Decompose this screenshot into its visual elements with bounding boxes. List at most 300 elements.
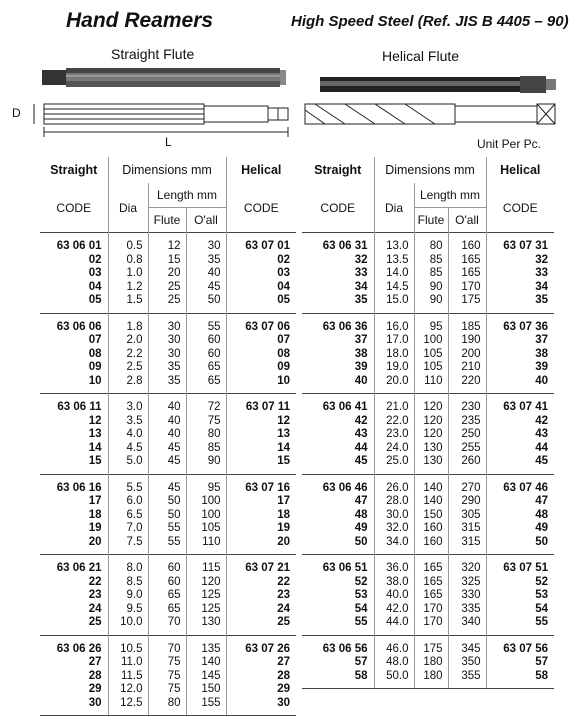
helical-code-cell (226, 394, 296, 475)
flute-cell (148, 555, 186, 636)
list-item: 20 (88, 535, 102, 548)
list-item: 5.5 (126, 481, 143, 494)
list-item: 49 (535, 522, 548, 534)
helical-code-cell (226, 474, 296, 555)
list-item: 28.0 (386, 495, 409, 507)
list-item: 3.5 (126, 414, 143, 427)
list-item: 250 (461, 428, 481, 440)
helical-code-cell (226, 313, 296, 394)
list-item: 1.2 (126, 280, 143, 293)
list-item: 85 (429, 253, 443, 266)
list-item: 90 (429, 280, 443, 293)
list-item: 105 (423, 361, 443, 373)
page-subtitle: High Speed Steel (Ref. JIS B 4405 – 90) (291, 13, 569, 30)
col-code-helical: CODE (502, 200, 538, 215)
list-item: 32 (354, 253, 368, 266)
straight-flute-label: Straight Flute (111, 46, 195, 62)
table-row-group (302, 474, 554, 555)
col-overall: O'all (448, 208, 486, 233)
helical-code-cell (486, 474, 554, 555)
list-item: 155 (201, 696, 221, 709)
list-item: 05 (277, 294, 290, 306)
list-item: 210 (461, 361, 481, 373)
list-item: 37 (354, 334, 368, 346)
list-item: 32 (535, 253, 548, 266)
list-item: 75 (167, 656, 181, 668)
list-item: 44.0 (386, 616, 409, 628)
list-item: 24 (88, 602, 102, 615)
list-item: 255 (461, 441, 481, 454)
helical-code-cell (486, 635, 554, 689)
list-item: 50 (207, 294, 221, 306)
list-item: 14.0 (386, 267, 409, 279)
list-item: 55 (535, 616, 548, 628)
list-item: 140 (201, 656, 221, 668)
col-length: Length mm (148, 183, 226, 208)
straight-reamer-drawing (34, 104, 288, 137)
list-item: 42 (354, 414, 368, 427)
list-item: 29 (277, 683, 290, 695)
list-item: 52 (354, 575, 368, 588)
list-item: 100 (201, 508, 221, 521)
col-code-straight: CODE (40, 183, 108, 233)
list-item: 175 (461, 294, 481, 306)
helical-reamer-photo (320, 76, 556, 93)
flute-cell (414, 394, 448, 475)
list-item: 45 (167, 455, 181, 467)
flute-cell (148, 313, 186, 394)
list-item: 13.5 (386, 253, 409, 266)
list-item: 90 (429, 294, 443, 306)
list-item: 120 (423, 414, 443, 427)
helical-code-cell (226, 233, 296, 314)
list-item: 42 (535, 414, 548, 427)
straight-code-cell (302, 233, 374, 314)
list-item: 50 (354, 535, 368, 548)
col-straight: Straight (302, 157, 374, 183)
flute-cell (148, 394, 186, 475)
list-item: 16.0 (386, 320, 409, 333)
list-item: 40 (167, 401, 181, 413)
straight-code-cell (40, 474, 108, 555)
list-item: 95 (429, 320, 443, 333)
list-item: 330 (461, 589, 481, 601)
reamer-table-left (40, 157, 296, 716)
page-title: Hand Reamers (66, 9, 214, 32)
straight-code-cell (40, 313, 108, 394)
list-item: 20.0 (386, 374, 409, 387)
list-item: 230 (461, 401, 481, 413)
list-item: 305 (461, 508, 481, 521)
list-item: 63 06 11 (57, 401, 102, 413)
list-item: 105 (201, 522, 221, 534)
list-item: 6.0 (126, 495, 143, 507)
list-item: 13.0 (386, 240, 409, 252)
list-item: 14.5 (386, 280, 409, 293)
list-item: 65 (207, 374, 221, 387)
list-item: 30 (207, 240, 221, 252)
list-item: 45 (167, 481, 181, 494)
list-item: 110 (424, 374, 443, 387)
list-item: 160 (423, 522, 443, 534)
dia-cell (374, 394, 414, 475)
list-item: 19.0 (386, 361, 409, 373)
list-item: 1.8 (126, 320, 143, 333)
list-item: 1.0 (126, 267, 143, 279)
table-row-group (40, 394, 296, 475)
flute-cell (414, 635, 448, 689)
list-item: 38.0 (386, 575, 409, 588)
dimension-l-label: L (165, 135, 172, 149)
list-item: 8.5 (126, 575, 143, 588)
list-item: 335 (461, 602, 481, 615)
flute-cell (148, 635, 186, 716)
list-item: 260 (461, 455, 481, 467)
list-item: 165 (423, 562, 443, 574)
list-item: 25 (167, 280, 181, 293)
list-item: 235 (461, 414, 481, 427)
list-item: 52 (535, 575, 548, 588)
col-code-helical: CODE (243, 200, 279, 215)
list-item: 46.0 (386, 642, 409, 655)
list-item: 19 (88, 522, 102, 534)
list-item: 9.0 (126, 589, 143, 601)
list-item: 140 (423, 495, 443, 507)
col-dimensions: Dimensions mm (374, 157, 486, 183)
list-item: 45 (535, 455, 548, 467)
list-item: 10.0 (120, 616, 143, 628)
list-item: 30 (277, 696, 290, 709)
list-item: 70 (167, 616, 181, 628)
list-item: 7.5 (126, 535, 143, 548)
dia-cell (374, 233, 414, 314)
col-helical: Helical (500, 163, 541, 177)
overall-cell (186, 313, 226, 394)
list-item: 02 (277, 253, 290, 266)
dia-cell (374, 313, 414, 394)
list-item: 63 07 56 (503, 642, 548, 655)
list-item: 4.0 (126, 428, 143, 440)
dimension-d-label: D (12, 106, 21, 120)
list-item: 2.8 (126, 374, 143, 387)
table-row-group (40, 555, 296, 636)
list-item: 63 06 26 (56, 642, 102, 655)
list-item: 6.5 (126, 508, 143, 521)
list-item: 85 (429, 267, 443, 279)
list-item: 53 (535, 589, 548, 601)
list-item: 17 (277, 495, 290, 507)
list-item: 54 (354, 602, 368, 615)
table-row-group (40, 635, 296, 716)
helical-code-cell (486, 555, 554, 636)
list-item: 63 07 26 (245, 642, 290, 655)
overall-cell (448, 233, 486, 314)
list-item: 170 (423, 602, 443, 615)
list-item: 80 (429, 240, 443, 252)
list-item: 1.5 (126, 294, 143, 306)
list-item: 35 (207, 253, 221, 266)
list-item: 29 (88, 683, 102, 695)
list-item: 12.0 (120, 683, 143, 695)
list-item: 12.5 (120, 696, 143, 709)
list-item: 80 (167, 696, 181, 709)
list-item: 14 (88, 441, 102, 454)
list-item: 30 (167, 347, 181, 360)
list-item: 63 06 01 (56, 240, 102, 252)
col-straight: Straight (40, 157, 108, 183)
list-item: 4.5 (126, 441, 143, 454)
flute-cell (414, 555, 448, 636)
list-item: 165 (461, 253, 481, 266)
list-item: 140 (423, 481, 443, 494)
list-item: 45 (167, 441, 181, 454)
list-item: 95 (207, 481, 221, 494)
table-row-group (40, 474, 296, 555)
list-item: 09 (88, 361, 102, 373)
overall-cell (448, 313, 486, 394)
list-item: 0.5 (126, 240, 143, 252)
list-item: 63 06 46 (322, 481, 368, 494)
list-item: 33 (535, 267, 548, 279)
col-dia: Dia (108, 183, 148, 233)
list-item: 63 06 36 (322, 320, 368, 333)
table-row-group (302, 394, 554, 475)
flute-cell (414, 233, 448, 314)
list-item: 75 (167, 669, 181, 682)
list-item: 35 (535, 294, 548, 306)
list-item: 150 (201, 683, 221, 695)
list-item: 63 07 51 (503, 562, 548, 574)
list-item: 120 (423, 401, 443, 413)
list-item: 2.2 (126, 347, 143, 360)
list-item: 60 (167, 562, 181, 574)
list-item: 27 (88, 656, 102, 668)
dia-cell (108, 635, 148, 716)
list-item: 130 (423, 455, 443, 467)
helical-code-cell (486, 394, 554, 475)
list-item: 180 (423, 656, 443, 668)
col-flute: Flute (414, 208, 448, 233)
list-item: 08 (88, 347, 102, 360)
list-item: 11.0 (120, 656, 143, 668)
list-item: 120 (423, 428, 443, 440)
list-item: 04 (277, 280, 290, 293)
list-item: 03 (277, 267, 290, 279)
list-item: 0.8 (126, 253, 143, 266)
list-item: 5.0 (126, 455, 143, 467)
col-length: Length mm (414, 183, 486, 208)
list-item: 21.0 (386, 401, 409, 413)
list-item: 63 07 31 (503, 240, 548, 252)
overall-cell (448, 635, 486, 689)
list-item: 100 (201, 495, 221, 507)
list-item: 18 (88, 508, 102, 521)
list-item: 350 (461, 656, 481, 668)
list-item: 28 (88, 669, 102, 682)
list-item: 09 (277, 361, 290, 373)
list-item: 115 (202, 562, 221, 574)
straight-code-cell (40, 555, 108, 636)
list-item: 30 (167, 320, 181, 333)
list-item: 135 (201, 642, 221, 655)
list-item: 35 (167, 361, 181, 373)
list-item: 18.0 (386, 347, 409, 360)
list-item: 63 06 21 (56, 562, 102, 574)
table-row-group (302, 635, 554, 689)
list-item: 18 (277, 508, 290, 521)
table-row-group (302, 555, 554, 636)
list-item: 40 (207, 267, 221, 279)
list-item: 55 (167, 522, 181, 534)
list-item: 40.0 (386, 589, 409, 601)
list-item: 43 (535, 428, 548, 440)
straight-code-cell (302, 474, 374, 555)
list-item: 2.0 (126, 334, 143, 346)
straight-code-cell (302, 555, 374, 636)
straight-reamer-photo (42, 68, 286, 87)
list-item: 75 (167, 683, 181, 695)
list-item: 24 (277, 602, 290, 615)
list-item: 7.0 (126, 522, 143, 534)
list-item: 63 06 51 (322, 562, 368, 574)
list-item: 14 (277, 441, 290, 454)
list-item: 23 (88, 589, 102, 601)
list-item: 15 (167, 253, 181, 266)
list-item: 25 (88, 616, 102, 628)
overall-cell (448, 474, 486, 555)
straight-code-cell (302, 635, 374, 689)
left-table-body (40, 233, 296, 716)
list-item: 3.0 (126, 401, 143, 413)
list-item: 85 (207, 441, 221, 454)
list-item: 125 (201, 589, 221, 601)
list-item: 65 (207, 361, 221, 373)
list-item: 345 (461, 642, 481, 655)
list-item: 75 (207, 414, 221, 427)
list-item: 355 (461, 669, 481, 682)
list-item: 35 (354, 294, 368, 306)
list-item: 26.0 (386, 481, 409, 494)
list-item: 120 (201, 575, 221, 588)
list-item: 48 (535, 508, 548, 521)
col-flute: Flute (148, 208, 186, 233)
straight-code-cell (302, 313, 374, 394)
list-item: 130 (423, 441, 443, 454)
list-item: 185 (461, 320, 481, 333)
list-item: 63 07 41 (503, 401, 548, 413)
list-item: 05 (88, 294, 102, 306)
table-row-group (40, 233, 296, 314)
list-item: 24.0 (386, 441, 409, 454)
list-item: 32.0 (386, 522, 409, 534)
list-item: 20 (167, 267, 181, 279)
list-item: 40 (167, 428, 181, 440)
list-item: 100 (423, 334, 443, 346)
list-item: 25.0 (386, 455, 409, 467)
list-item: 36.0 (386, 562, 409, 574)
list-item: 08 (277, 347, 290, 360)
list-item: 27 (277, 656, 290, 668)
list-item: 33 (354, 267, 368, 279)
list-item: 63 06 31 (322, 240, 368, 252)
list-item: 48 (354, 508, 368, 521)
list-item: 180 (423, 669, 443, 682)
list-item: 54 (535, 602, 548, 615)
list-item: 34 (354, 280, 368, 293)
list-item: 10.5 (120, 642, 143, 655)
list-item: 40 (354, 374, 368, 387)
straight-code-cell (40, 635, 108, 716)
dia-cell (374, 474, 414, 555)
list-item: 270 (461, 481, 481, 494)
flute-cell (414, 313, 448, 394)
list-item: 65 (167, 589, 181, 601)
list-item: 175 (423, 642, 443, 655)
list-item: 28 (277, 669, 290, 682)
list-item: 63 07 46 (503, 481, 548, 494)
col-code-straight: CODE (302, 183, 374, 233)
list-item: 23 (277, 589, 290, 601)
list-item: 2.5 (126, 361, 143, 373)
list-item: 165 (423, 589, 443, 601)
list-item: 160 (423, 535, 443, 548)
col-helical: Helical (241, 163, 282, 177)
list-item: 38 (535, 347, 548, 360)
list-item: 45 (354, 455, 368, 467)
list-item: 340 (461, 616, 481, 628)
list-item: 320 (461, 562, 481, 574)
list-item: 50.0 (386, 669, 409, 682)
list-item: 38 (354, 347, 368, 360)
dia-cell (374, 635, 414, 689)
list-item: 58 (354, 669, 368, 682)
reamer-table-right (302, 157, 554, 689)
list-item: 45 (207, 280, 221, 293)
list-item: 10 (277, 374, 290, 387)
list-item: 110 (202, 535, 221, 548)
overall-cell (186, 474, 226, 555)
list-item: 13 (88, 428, 102, 440)
straight-code-cell (40, 394, 108, 475)
list-item: 60 (167, 575, 181, 588)
list-item: 325 (461, 575, 481, 588)
helical-reamer-drawing (305, 104, 555, 124)
list-item: 315 (461, 535, 481, 548)
list-item: 63 07 06 (245, 320, 290, 333)
list-item: 125 (201, 602, 221, 615)
list-item: 190 (461, 334, 481, 346)
flute-cell (148, 474, 186, 555)
table-row-group (302, 313, 554, 394)
list-item: 43 (354, 428, 368, 440)
list-item: 315 (461, 522, 481, 534)
list-item: 49 (354, 522, 368, 534)
list-item: 57 (354, 656, 368, 668)
list-item: 40 (535, 374, 548, 387)
helical-code-cell (226, 555, 296, 636)
list-item: 48.0 (386, 656, 409, 668)
list-item: 53 (354, 589, 368, 601)
list-item: 165 (423, 575, 443, 588)
list-item: 22.0 (386, 414, 409, 427)
list-item: 50 (535, 535, 548, 548)
list-item: 130 (201, 616, 221, 628)
straight-code-cell (40, 233, 108, 314)
overall-cell (448, 394, 486, 475)
list-item: 23.0 (386, 428, 409, 440)
col-overall: O'all (186, 208, 226, 233)
flute-cell (414, 474, 448, 555)
